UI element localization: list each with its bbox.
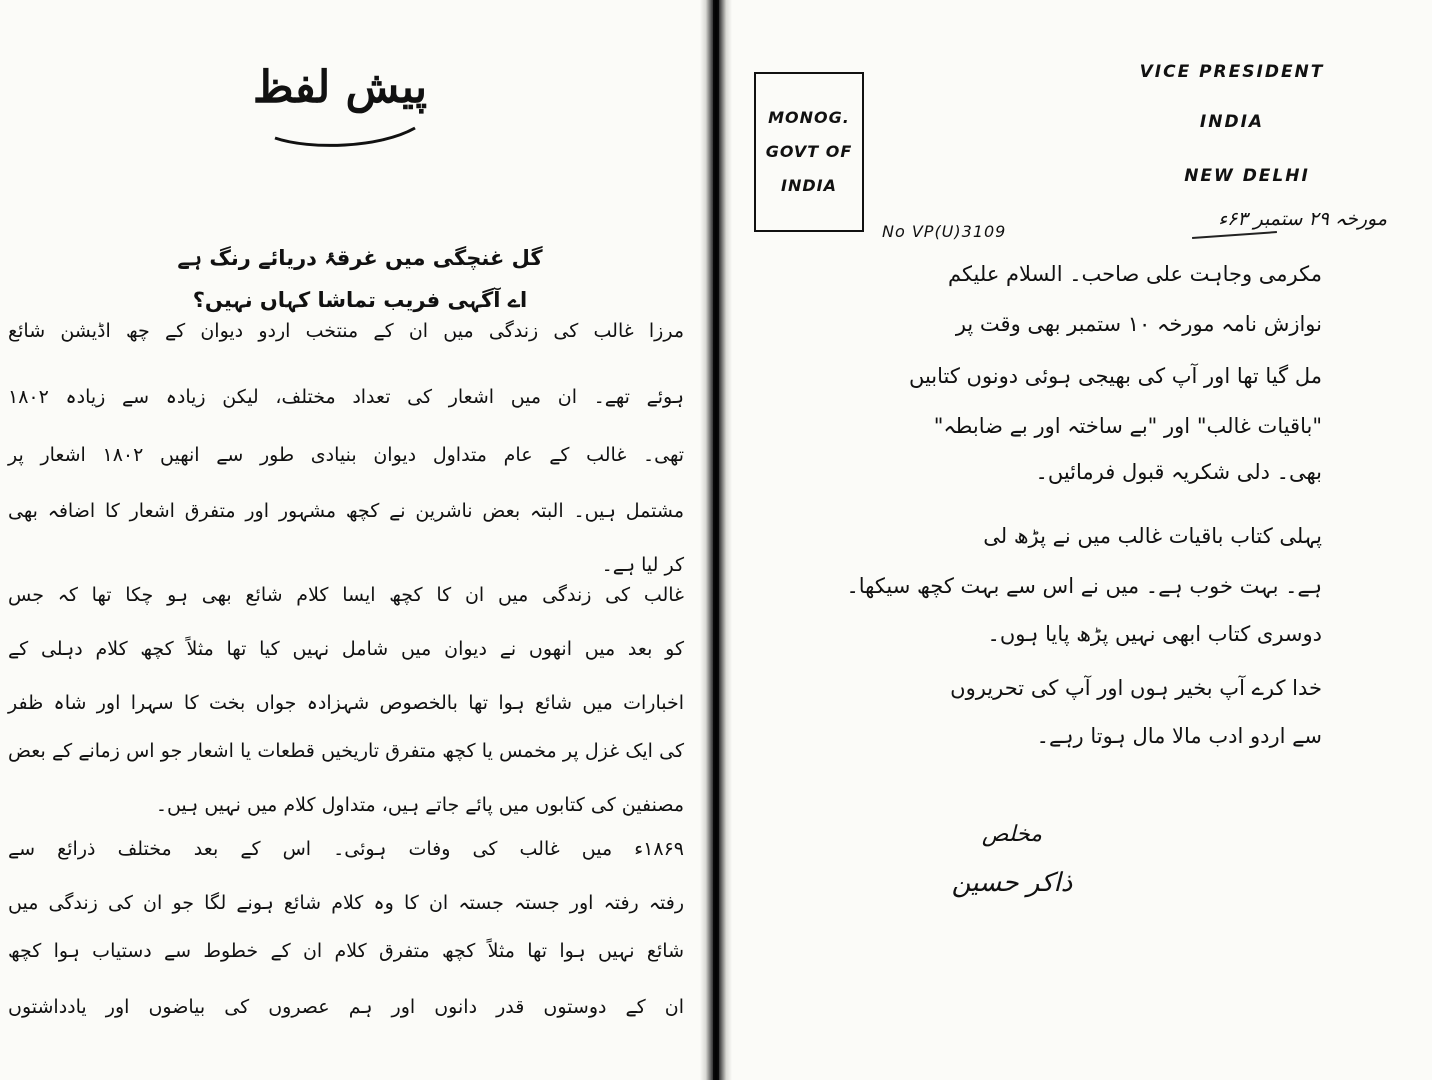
letter-line: مکرمی وجاہت علی صاحب۔ السلام علیکم (947, 262, 1322, 286)
letter-date: مورخہ ۲۹ ستمبر ۶۳ء (1218, 208, 1387, 230)
preface-line: مشتمل ہیں۔ البتہ بعض ناشرین نے کچھ مشہور اور متفرق اشعار کا اضافہ بھی (8, 500, 684, 522)
letter-line: نوازش نامہ مورخہ ۱۰ ستمبر بھی وقت پر (955, 312, 1322, 336)
preface-line: مصنفین کی کتابوں میں پائے جاتے ہیں، متداول کلام میں نہیں ہیں۔ (155, 794, 684, 816)
letter-line: پہلی کتاب باقیات غالب میں نے پڑھ لی (983, 524, 1322, 548)
preface-line: کو بعد میں انھوں نے دیوان میں شامل نہیں کیا تھا مثلاً کچھ کلام دہلی کے (8, 638, 684, 660)
monogram-stamp (754, 72, 864, 232)
preface-line: شائع نہیں ہوا تھا مثلاً کچھ متفرق کلام ان کے خطوط سے دستیاب ہوا کچھ (8, 940, 684, 962)
letter-closing: مخلص (981, 822, 1043, 847)
preface-line: اخبارات میں شائع ہوا تھا بالخصوص شہزادہ جواں بخت کا سہرا اور شاہ ظفر (8, 692, 684, 714)
preface-line: ان کے دوستوں قدر دانوں اور ہم عصروں کی بیاضوں اور یادداشتوں (8, 996, 684, 1018)
letterhead-city: NEW DELHI (1184, 166, 1310, 186)
couplet-line-1: گل غنچگی میں غرقۂ دریائے رنگ ہے (177, 246, 543, 270)
gutter-shadow (713, 0, 719, 1080)
letter-line: ہے۔ بہت خوب ہے۔ میں نے اس سے بہت کچھ سیکھا۔ (846, 574, 1322, 598)
letter-line: سے اردو ادب مالا مال ہوتا رہے۔ (1036, 724, 1322, 748)
signature: ذاکر حسین (951, 868, 1073, 898)
preface-line: ہوئے تھے۔ ان میں اشعار کی تعداد مختلف، لیکن زیادہ سے زیادہ ۱۸۰۲ (8, 386, 684, 408)
letter-line: دوسری کتاب ابھی نہیں پڑھ پایا ہوں۔ (987, 622, 1322, 646)
preface-line: کی ایک غزل پر مخمس یا کچھ متفرق تاریخیں قطعات یا اشعار جو اس زمانے کے بعض (8, 740, 684, 762)
reference-number: No VP(U)3109 (882, 222, 1007, 241)
title-flourish (270, 120, 420, 150)
preface-line: رفتہ رفتہ اور جستہ جستہ ان کا وہ کلام شائع ہونے لگا جو ان کی زندگی میں (8, 892, 684, 914)
date-underline (1192, 231, 1277, 239)
preface-line: تھی۔ غالب کے عام متداول دیوان بنیادی طور سے انھیں ۱۸۰۲ اشعار پر (8, 444, 684, 466)
letter-line: خدا کرے آپ بخیر ہوں اور آپ کی تحریروں (950, 676, 1322, 700)
page-title: پیش لفظ (252, 62, 428, 113)
left-page (0, 0, 700, 1080)
letter-line: بھی۔ دلی شکریہ قبول فرمائیں۔ (1035, 460, 1322, 484)
letterhead-country: INDIA (1199, 112, 1265, 132)
right-page (732, 0, 1432, 1080)
stamp-line: MONOG. (768, 108, 850, 127)
letter-line: "باقیات غالب" اور "بے ساختہ اور بے ضابطہ" (933, 414, 1322, 438)
book-gutter (700, 0, 732, 1080)
stamp-line: INDIA (781, 176, 837, 195)
preface-line: کر لیا ہے۔ (601, 554, 684, 576)
letterhead-title: VICE PRESIDENT (1139, 62, 1325, 82)
preface-line: مرزا غالب کی زندگی میں ان کے منتخب اردو دیوان کے چھ اڈیشن شائع (8, 320, 684, 342)
preface-line: غالب کی زندگی میں ان کا کچھ ایسا کلام شائع بھی ہو چکا تھا کہ جس (8, 584, 684, 606)
preface-line: ۱۸۶۹ء میں غالب کی وفات ہوئی۔ اس کے بعد مختلف ذرائع سے (8, 838, 684, 860)
stamp-line: GOVT OF (765, 142, 853, 161)
couplet-line-2: اے آگہی فریب تماشا کہاں نہیں؟ (192, 288, 528, 312)
letter-line: مل گیا تھا اور آپ کی بھیجی ہوئی دونوں کتابیں (908, 364, 1322, 388)
